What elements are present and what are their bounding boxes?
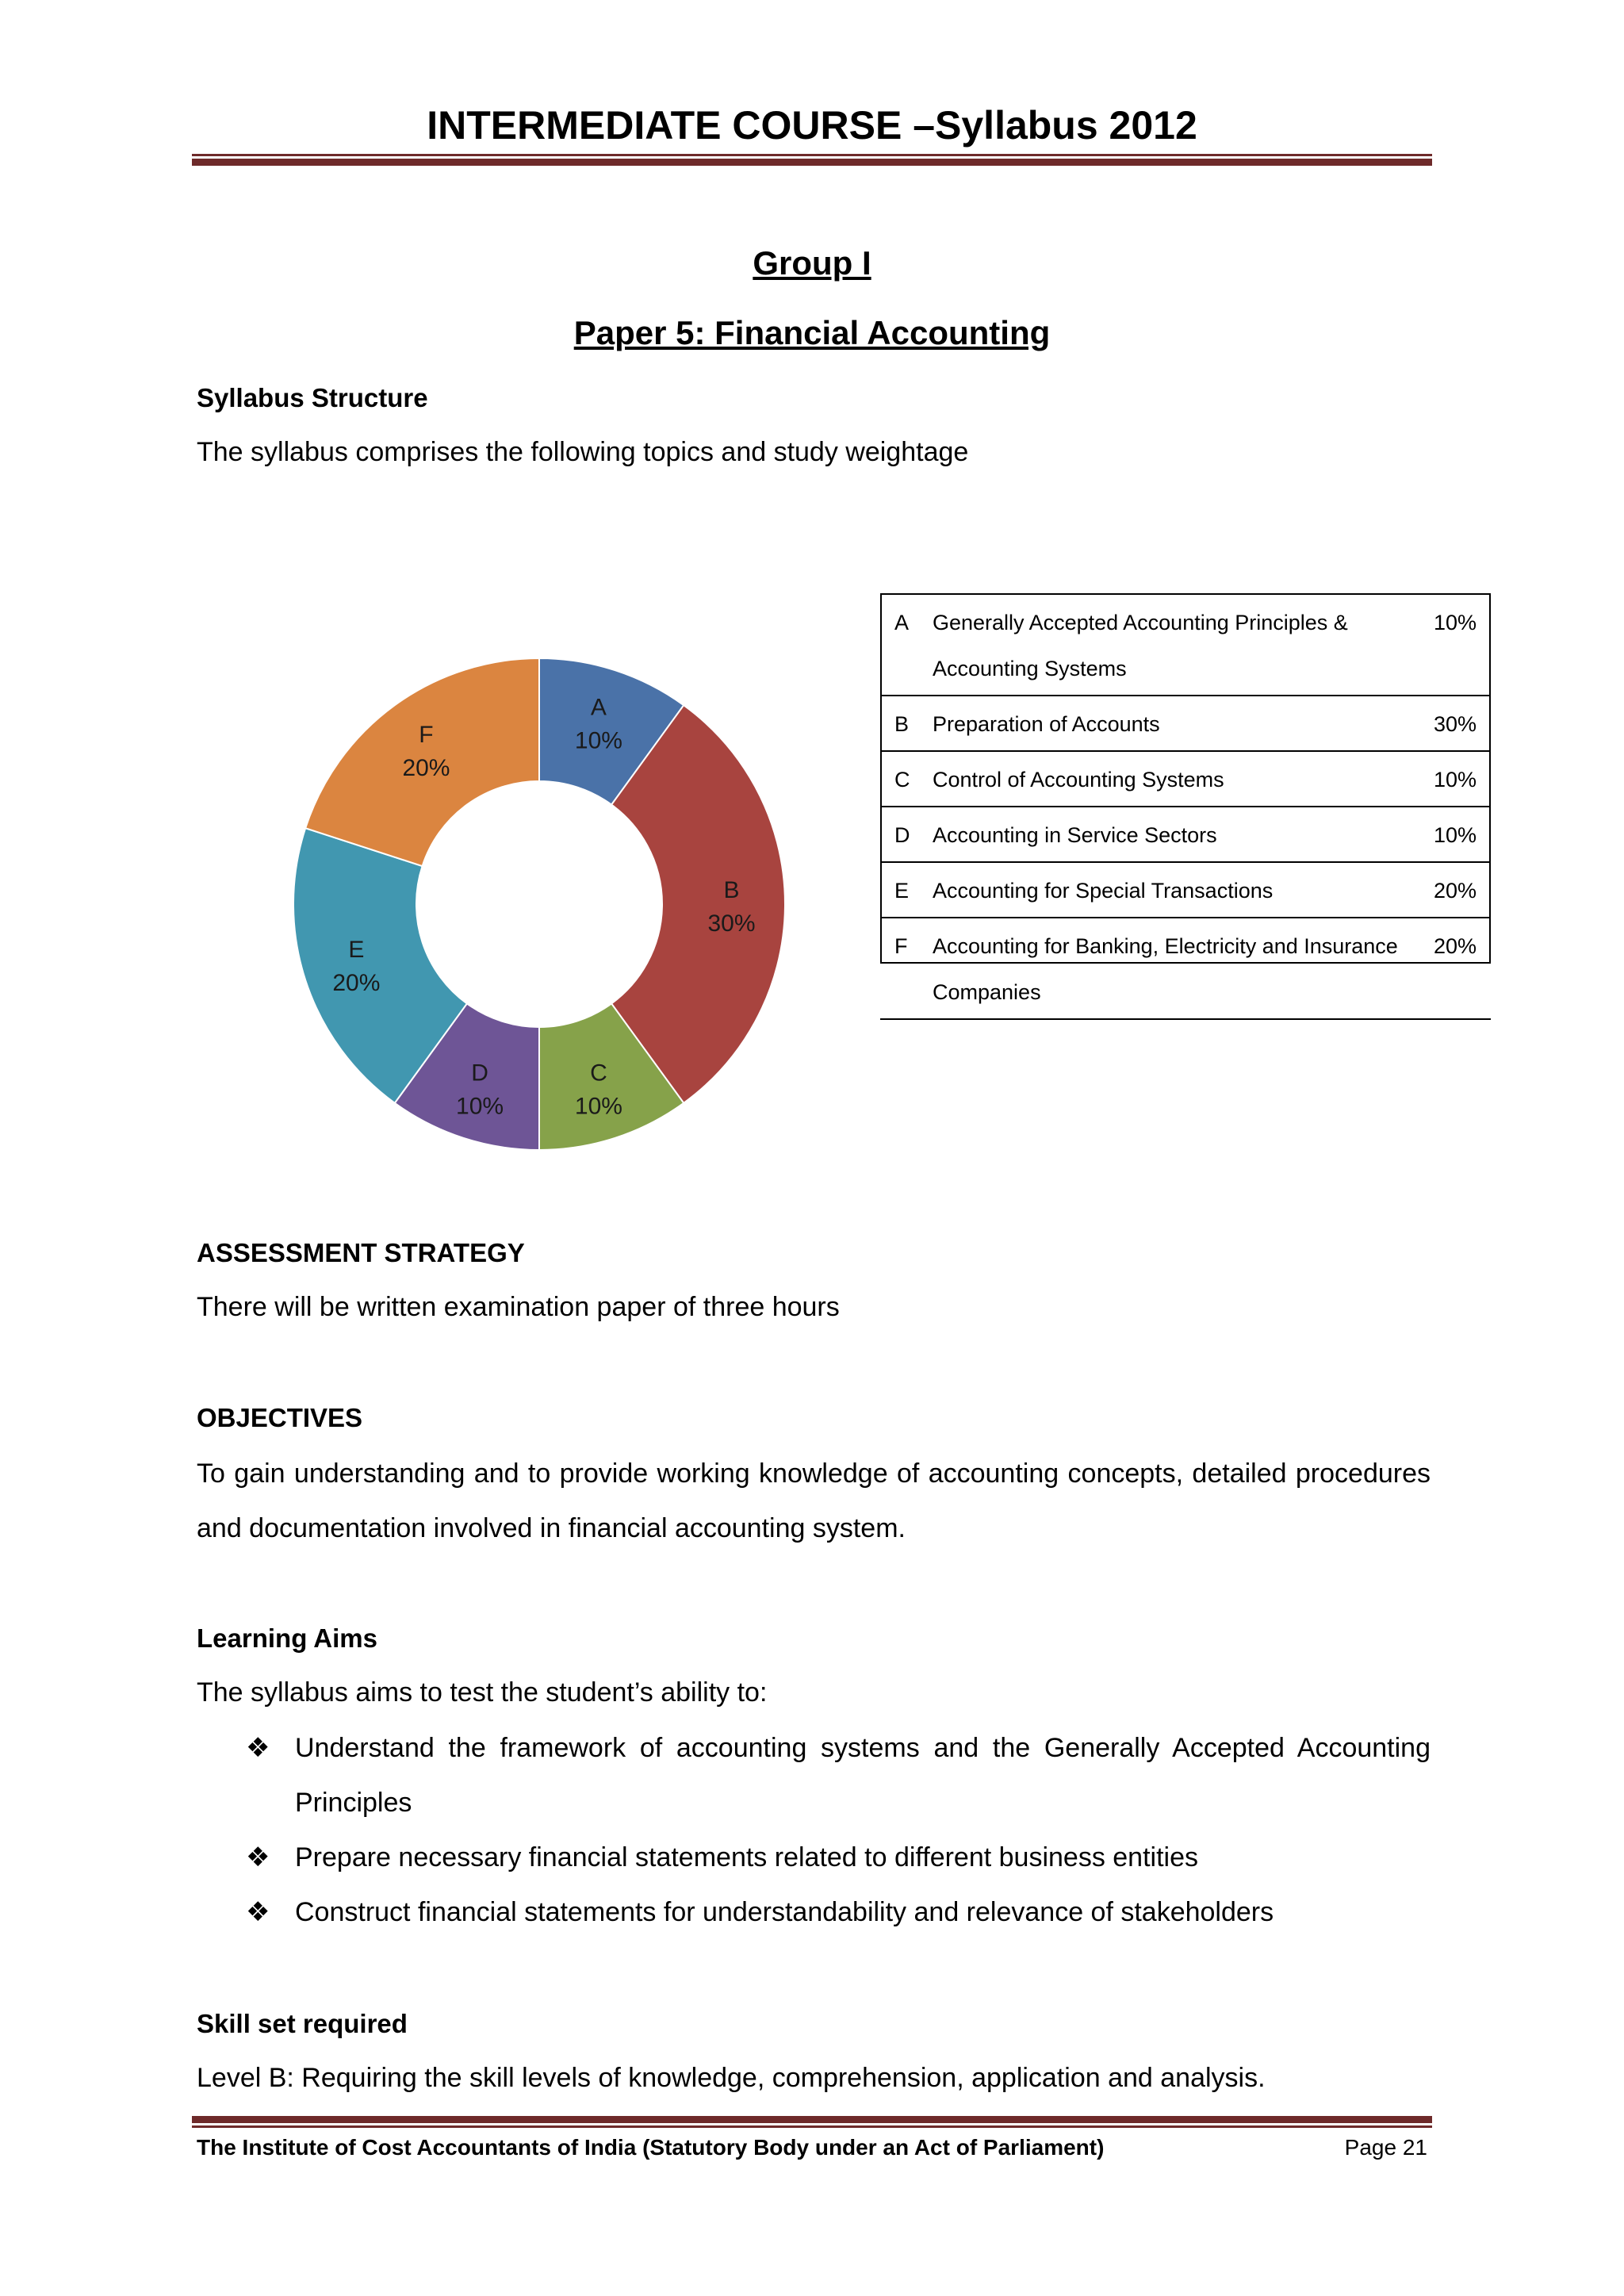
donut-slice-category-label: C <box>590 1060 607 1087</box>
syllabus-structure-intro: The syllabus comprises the following topics and study weightage <box>197 437 969 467</box>
objectives-heading: OBJECTIVES <box>197 1403 363 1432</box>
topic-weight: 30% <box>1413 696 1491 751</box>
skill-set-text: Level B: Requiring the skill levels of knowledge, comprehension, application and analysis. <box>197 2063 1266 2093</box>
topic-row-d <box>880 807 1491 862</box>
syllabus-structure-heading: Syllabus Structure <box>197 383 428 412</box>
topic-code: F <box>880 918 925 1019</box>
footer-rule-thin <box>192 2125 1432 2128</box>
learning-aim-text: Construct financial statements for understandability and relevance of stakeholders <box>295 1897 1274 1927</box>
donut-slice-category-label: B <box>723 877 740 903</box>
skill-set-heading: Skill set required <box>197 2009 408 2038</box>
topic-weight: 10% <box>1413 751 1491 807</box>
topic-name: Generally Accepted Accounting Principles & Accounting Systems <box>925 594 1413 696</box>
learning-aims-heading: Learning Aims <box>197 1623 377 1653</box>
learning-aims-intro: The syllabus aims to test the student’s ability to: <box>197 1677 768 1708</box>
topic-code: E <box>880 862 925 918</box>
donut-slice-category-label: A <box>590 694 607 721</box>
donut-slice-percent-label: 20% <box>332 969 381 996</box>
objectives-text: To gain understanding and to provide working knowledge of accounting concepts, detailed procedures and documentation involved in financial accounting system. <box>197 1458 1431 1543</box>
topic-weight: 20% <box>1413 918 1491 1019</box>
footer-page-number: Page 21 <box>1344 2135 1427 2160</box>
footer-rule-thick <box>192 2116 1432 2123</box>
page-header-title: INTERMEDIATE COURSE –Syllabus 2012 <box>427 103 1197 148</box>
topic-weight: 10% <box>1413 594 1491 696</box>
topic-code: A <box>880 594 925 696</box>
topic-name: Accounting in Service Sectors <box>925 807 1413 862</box>
topic-weight: 10% <box>1413 807 1491 862</box>
topic-row-f <box>880 918 1491 1019</box>
topic-code: D <box>880 807 925 862</box>
donut-slice-percent-label: 30% <box>707 910 756 937</box>
topic-row-b <box>880 696 1491 751</box>
topic-row-c <box>880 751 1491 807</box>
diamond-bullet-icon: ❖ <box>246 1842 270 1872</box>
donut-slice-category-label: F <box>419 721 434 748</box>
learning-aim-text: Prepare necessary financial statements related to different business entities <box>295 1842 1198 1872</box>
header-rule-thick <box>192 159 1432 166</box>
topic-code: C <box>880 751 925 807</box>
topic-row-a <box>880 594 1491 696</box>
topic-name: Preparation of Accounts <box>925 696 1413 751</box>
donut-slice-percent-label: 20% <box>402 754 450 781</box>
topic-weight: 20% <box>1413 862 1491 918</box>
diamond-bullet-icon: ❖ <box>246 1733 270 1763</box>
footer-institute: The Institute of Cost Accountants of India (Statutory Body under an Act of Parliament) <box>197 2135 1105 2160</box>
assessment-text: There will be written examination paper of three hours <box>197 1292 840 1322</box>
group-title: Group I <box>753 244 871 282</box>
paper-title: Paper 5: Financial Accounting <box>573 314 1051 351</box>
topics-table <box>880 593 1491 1020</box>
topic-name: Control of Accounting Systems <box>925 751 1413 807</box>
topic-code: B <box>880 696 925 751</box>
donut-slice-category-label: D <box>471 1060 488 1087</box>
topic-name: Accounting for Special Transactions <box>925 862 1413 918</box>
donut-slice-percent-label: 10% <box>574 1093 622 1120</box>
learning-aim-item <box>238 1830 1431 1885</box>
learning-aim-item <box>238 1721 1431 1830</box>
weightage-donut-chart <box>285 650 793 1158</box>
learning-aim-item <box>238 1885 1431 1940</box>
diamond-bullet-icon: ❖ <box>246 1897 270 1927</box>
header-rule-thin <box>192 154 1432 156</box>
assessment-heading: ASSESSMENT STRATEGY <box>197 1238 525 1267</box>
learning-aims-list <box>238 1721 1431 1940</box>
topic-name: Accounting for Banking, Electricity and Insurance Companies <box>925 918 1413 1019</box>
donut-slice-percent-label: 10% <box>456 1093 504 1120</box>
learning-aim-text: Understand the framework of accounting systems and the Generally Accepted Accounting Principles <box>295 1733 1431 1818</box>
donut-slice-category-label: E <box>348 936 365 963</box>
donut-slice-percent-label: 10% <box>574 727 622 754</box>
topic-row-e <box>880 862 1491 918</box>
donut-chart-svg <box>285 650 793 1158</box>
